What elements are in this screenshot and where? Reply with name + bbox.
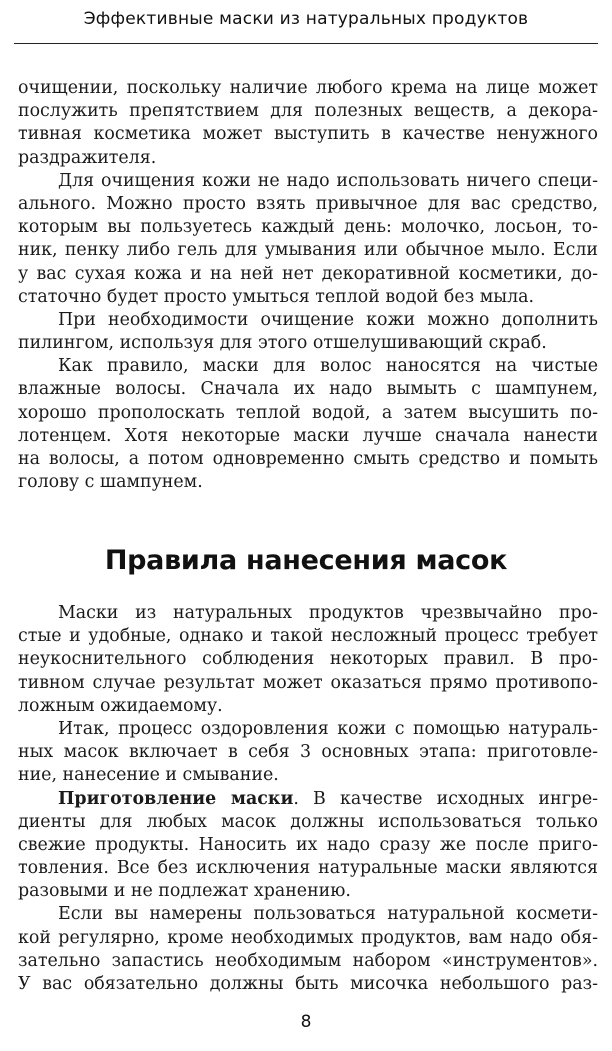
text-line: Как правило, маски для волос наносятся на чистые <box>58 356 598 377</box>
paragraph <box>18 309 598 355</box>
text-line: зательно запастись необходимым набором «инструментов». <box>18 950 598 971</box>
bold-lead: Приготовление маски <box>58 788 294 809</box>
text-line: товления. Все без исключения натуральные маски являются <box>18 858 598 879</box>
text-line: ние, нанесение и смывание. <box>18 765 279 786</box>
section-heading: Правила нанесения масок <box>104 545 508 576</box>
paragraph <box>18 170 598 309</box>
paragraph <box>18 77 598 170</box>
body-text-section <box>18 602 598 996</box>
text-line: ального. Можно просто взять привычное для вас средство, <box>18 193 598 214</box>
text-line: Маски из натуральных продуктов чрезвычайно про- <box>58 603 598 623</box>
paragraph <box>18 903 598 996</box>
text-line: очищении, поскольку наличие любого крема на лице может <box>18 78 598 98</box>
text-line: на волосы, а потом одновременно смыть средство и помыть <box>18 449 598 469</box>
text-line: влажные волосы. Сначала их надо вымыть с шампунем, <box>18 379 598 400</box>
text-line: голову с шампунем. <box>18 472 203 493</box>
text-line: ник, пенку либо гель для умывания или обычное мыло. Если <box>18 240 598 261</box>
text-line: тивная косметика может выступить в качестве ненужного <box>18 124 598 145</box>
text-line: разовыми и не подлежат хранению. <box>18 881 351 902</box>
text-line: свежие продукты. Наносить их надо сразу же после приго- <box>18 834 598 855</box>
text-line: пилингом, используя для этого отшелушивающий скраб. <box>18 333 547 354</box>
header-rule <box>14 43 598 44</box>
text-line: тивном случае результат может оказаться прямо противопо- <box>18 672 598 693</box>
running-header <box>0 0 612 52</box>
text-line: ных масок включает в себя 3 основных этапа: приготовле- <box>18 742 598 763</box>
text-line: статочно будет просто умыться теплой водой без мыла. <box>18 286 535 307</box>
text-line: При необходимости очищение кожи можно дополнить <box>58 309 598 330</box>
paragraph <box>18 355 598 494</box>
paragraph <box>18 718 598 788</box>
text-line: кой регулярно, кроме необходимых продуктов, вам надо обя- <box>18 927 598 948</box>
text-line: которым вы пользуетесь каждый день: молочко, лосьон, то- <box>18 217 598 238</box>
text-line: послужить препятствием для полезных веществ, а декора- <box>18 101 598 122</box>
text-line: У вас обязательно должны быть мисочка небольшого раз- <box>18 974 598 994</box>
text-line: стые и удобные, однако и такой несложный процесс требует <box>18 626 598 647</box>
text-line: Если вы намерены пользоваться натуральной космети- <box>58 904 598 925</box>
paragraph <box>18 788 598 904</box>
text-line: ложным ожидаемому. <box>18 695 223 716</box>
text-line: у вас сухая кожа и на ней нет декоративной косметики, до- <box>18 263 598 284</box>
running-title: Эффективные маски из натуральных продуктов <box>83 9 529 29</box>
page-number: 8 <box>300 1012 312 1032</box>
text-line: лотенцем. Хотя некоторые маски лучше сначала нанести <box>18 425 598 446</box>
text-line: диенты для любых масок должны использоваться только <box>18 811 598 832</box>
text-line: Итак, процесс оздоровления кожи с помощью натураль- <box>58 718 598 739</box>
paragraph <box>18 602 598 718</box>
text-line: Для очищения кожи не надо использовать ничего специ- <box>58 170 598 191</box>
text-run: . В качестве исходных ингре- <box>293 788 598 809</box>
text-line: хорошо прополоскать теплой водой, а затем высушить по- <box>18 402 598 423</box>
text-line: раздражителя. <box>18 147 157 168</box>
text-line: неукоснительного соблюдения некоторых правил. В про- <box>18 649 598 670</box>
body-text-top <box>18 77 598 494</box>
text-line <box>18 788 598 811</box>
